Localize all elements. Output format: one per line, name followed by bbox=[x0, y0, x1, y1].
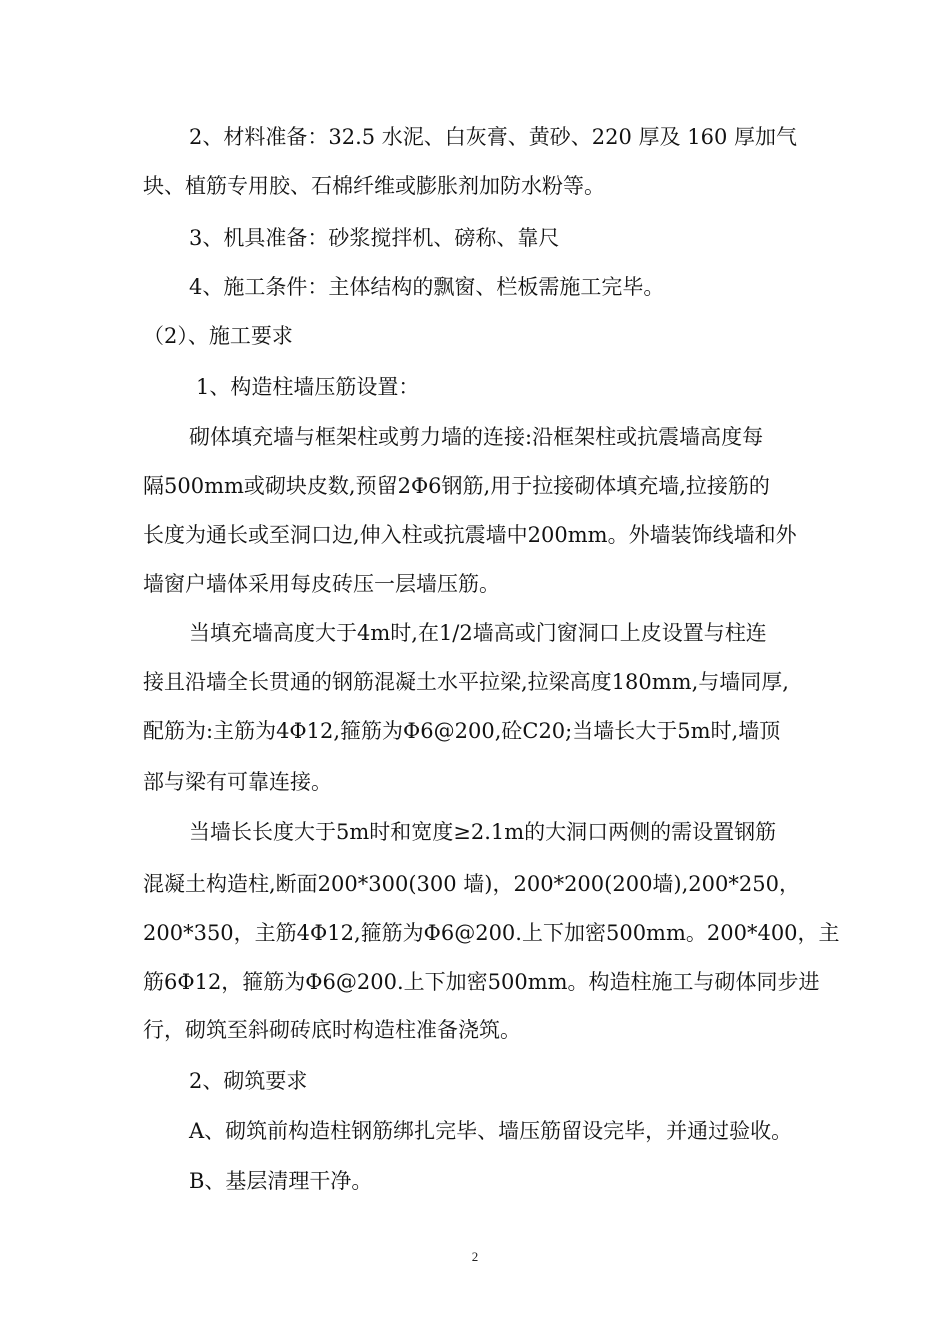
text-line: 块、植筋专用胶、石棉纤维或膨胀剂加防水粉等。 bbox=[143, 174, 605, 198]
text-line: 3、机具准备：砂浆搅拌机、磅称、靠尺 bbox=[189, 226, 560, 250]
text-line: 砌体填充墙与框架柱或剪力墙的连接:沿框架柱或抗震墙高度每 bbox=[189, 425, 764, 449]
subsection-heading: 2、砌筑要求 bbox=[189, 1069, 308, 1093]
text-line: 墙窗户墙体采用每皮砖压一层墙压筋。 bbox=[143, 572, 500, 596]
text-line: 当墙长长度大于5m时和宽度≥2.1m的大洞口两侧的需设置钢筋 bbox=[189, 820, 777, 844]
text-line: 隔500mm或砌块皮数,预留2Φ6钢筋,用于拉接砌体填充墙,拉接筋的 bbox=[143, 474, 770, 498]
text-line: 200*350，主筋4Φ12,箍筋为Φ6@200.上下加密500mm。200*400，主 bbox=[143, 921, 840, 945]
text-line: 部与梁有可靠连接。 bbox=[143, 770, 332, 794]
page-number: 2 bbox=[471, 1249, 479, 1264]
text-line: 行，砌筑至斜砌砖底时构造柱准备浇筑。 bbox=[143, 1018, 521, 1042]
text-line: 2、材料准备：32.5 水泥、白灰膏、黄砂、220 厚及 160 厚加气 bbox=[189, 125, 797, 149]
subsection-heading: 1、构造柱墙压筋设置： bbox=[196, 375, 420, 399]
text-line: 混凝土构造柱,断面200*300(300 墙)，200*200(200墙),200*250， bbox=[143, 872, 800, 896]
text-line: 当填充墙高度大于4m时,在1/2墙高或门窗洞口上皮设置与柱连 bbox=[189, 621, 767, 645]
section-heading: （2）、施工要求 bbox=[143, 324, 293, 348]
text-line: 长度为通长或至洞口边,伸入柱或抗震墙中200mm。外墙装饰线墙和外 bbox=[143, 523, 797, 547]
text-line: 筋6Φ12，箍筋为Φ6@200.上下加密500mm。构造柱施工与砌体同步进 bbox=[143, 970, 820, 994]
text-line: 4、施工条件：主体结构的飘窗、栏板需施工完毕。 bbox=[189, 275, 665, 299]
text-line: A、砌筑前构造柱钢筋绑扎完毕、墙压筋留设完毕，并通过验收。 bbox=[189, 1119, 793, 1143]
text-line: 配筋为:主筋为4Φ12,箍筋为Φ6@200,砼C20;当墙长大于5m时,墙顶 bbox=[143, 719, 781, 743]
text-line: B、基层清理干净。 bbox=[189, 1169, 373, 1193]
text-line: 接且沿墙全长贯通的钢筋混凝土水平拉梁,拉梁高度180mm,与墙同厚, bbox=[143, 670, 789, 694]
